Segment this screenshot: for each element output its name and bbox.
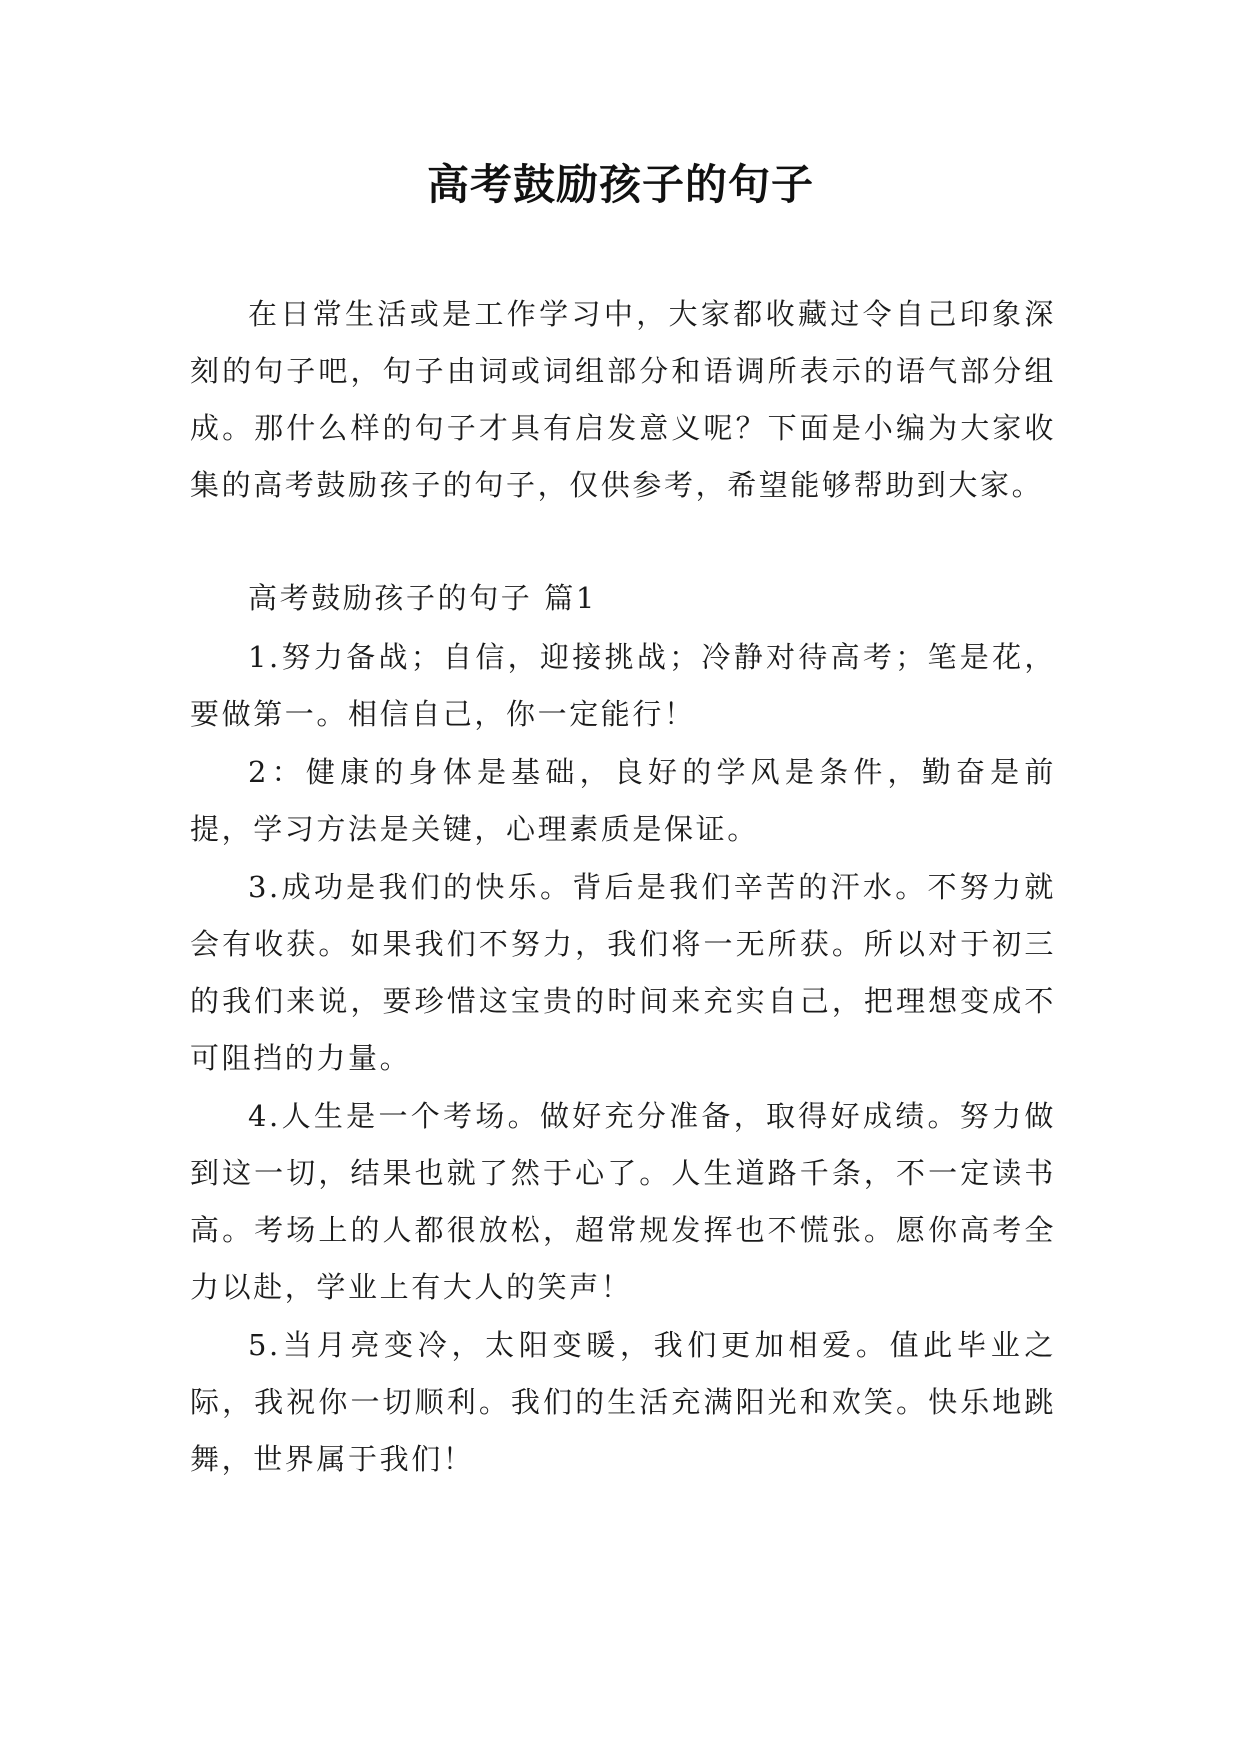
document-title: 高考鼓励孩子的句子: [426, 160, 814, 209]
list-item: 1.努力备战；自信，迎接挑战；冷静对待高考；笔是花，要做第一。相信自己，你一定能行！: [190, 640, 1056, 731]
list-item: 4.人生是一个考场。做好充分准备，取得好成绩。努力做到这一切，结果也就了然于心了。人生道路千条，不一定读书高。考场上的人都很放松，超常规发挥也不慌张。愿你高考全力以赴，学业上有大人的笑声！: [190, 1099, 1056, 1304]
section-heading: 高考鼓励孩子的句子 篇1: [248, 581, 597, 615]
list-item: 3.成功是我们的快乐。背后是我们辛苦的汗水。不努力就会有收获。如果我们不努力，我们将一无所获。所以对于初三的我们来说，要珍惜这宝贵的时间来充实自己，把理想变成不可阻挡的力量。: [190, 870, 1056, 1075]
list-item: 2：健康的身体是基础，良好的学风是条件，勤奋是前提，学习方法是关键，心理素质是保证。: [190, 755, 1056, 846]
intro-paragraph: 在日常生活或是工作学习中，大家都收藏过令自己印象深刻的句子吧，句子由词或词组部分和语调所表示的语气部分组成。那什么样的句子才具有启发意义呢？下面是小编为大家收集的高考鼓励孩子的句子，仅供参考，希望能够帮助到大家。: [190, 297, 1056, 502]
document-body: [190, 286, 1056, 1488]
list-item: 5.当月亮变冷，太阳变暖，我们更加相爱。值此毕业之际，我祝你一切顺利。我们的生活充满阳光和欢笑。快乐地跳舞，世界属于我们！: [190, 1328, 1056, 1476]
